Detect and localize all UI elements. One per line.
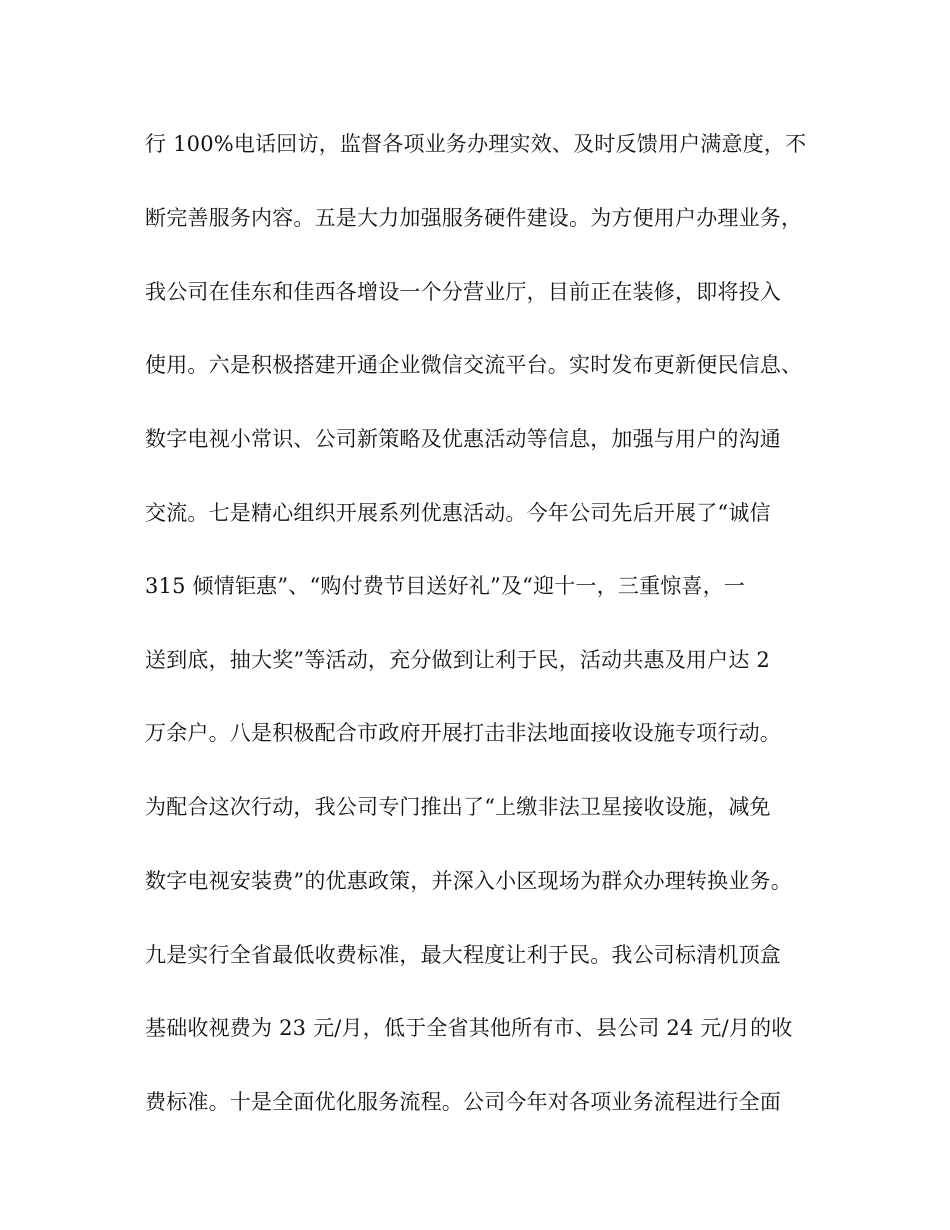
text-line-14: 费标准。十是全面优化服务流程。公司今年对各项业务流程进行全面 (145, 1090, 781, 1114)
text-line-10: 为配合这次行动，我公司专门推出了“上缴非法卫星接收设施，减免 (145, 795, 771, 819)
text-line-13: 基础收视费为 23 元/月，低于全省其他所有市、县公司 24 元/月的收 (145, 1016, 793, 1040)
text-line-11: 数字电视安装费”的优惠政策，并深入小区现场为群众办理转换业务。 (145, 869, 792, 893)
text-line-5: 数字电视小常识、公司新策略及优惠活动等信息，加强与用户的沟通 (145, 427, 781, 451)
text-line-6: 交流。七是精心组织开展系列优惠活动。今年公司先后开展了“诚信 (145, 501, 771, 525)
text-line-8: 送到底，抽大奖”等活动，充分做到让利于民，活动共惠及用户达 2 (145, 648, 770, 672)
text-line-12: 九是实行全省最低收费标准，最大程度让利于民。我公司标清机顶盒 (145, 943, 781, 967)
text-line-4: 使用。六是积极搭建开通企业微信交流平台。实时发布更新便民信息、 (145, 353, 803, 377)
text-line-1: 行 100%电话回访，监督各项业务办理实效、及时反馈用户满意度，不 (145, 132, 807, 156)
text-line-3: 我公司在佳东和佳西各增设一个分营业厅，目前正在装修，即将投入 (145, 280, 781, 304)
text-line-9: 万余户。八是积极配合市政府开展打击非法地面接收设施专项行动。 (145, 721, 781, 745)
text-line-7: 315 倾情钜惠”、“购付费节目送好礼”及“迎十一，三重惊喜，一 (145, 574, 746, 598)
text-line-2: 断完善服务内容。五是大力加强服务硬件建设。为方便用户办理业务， (145, 206, 803, 230)
